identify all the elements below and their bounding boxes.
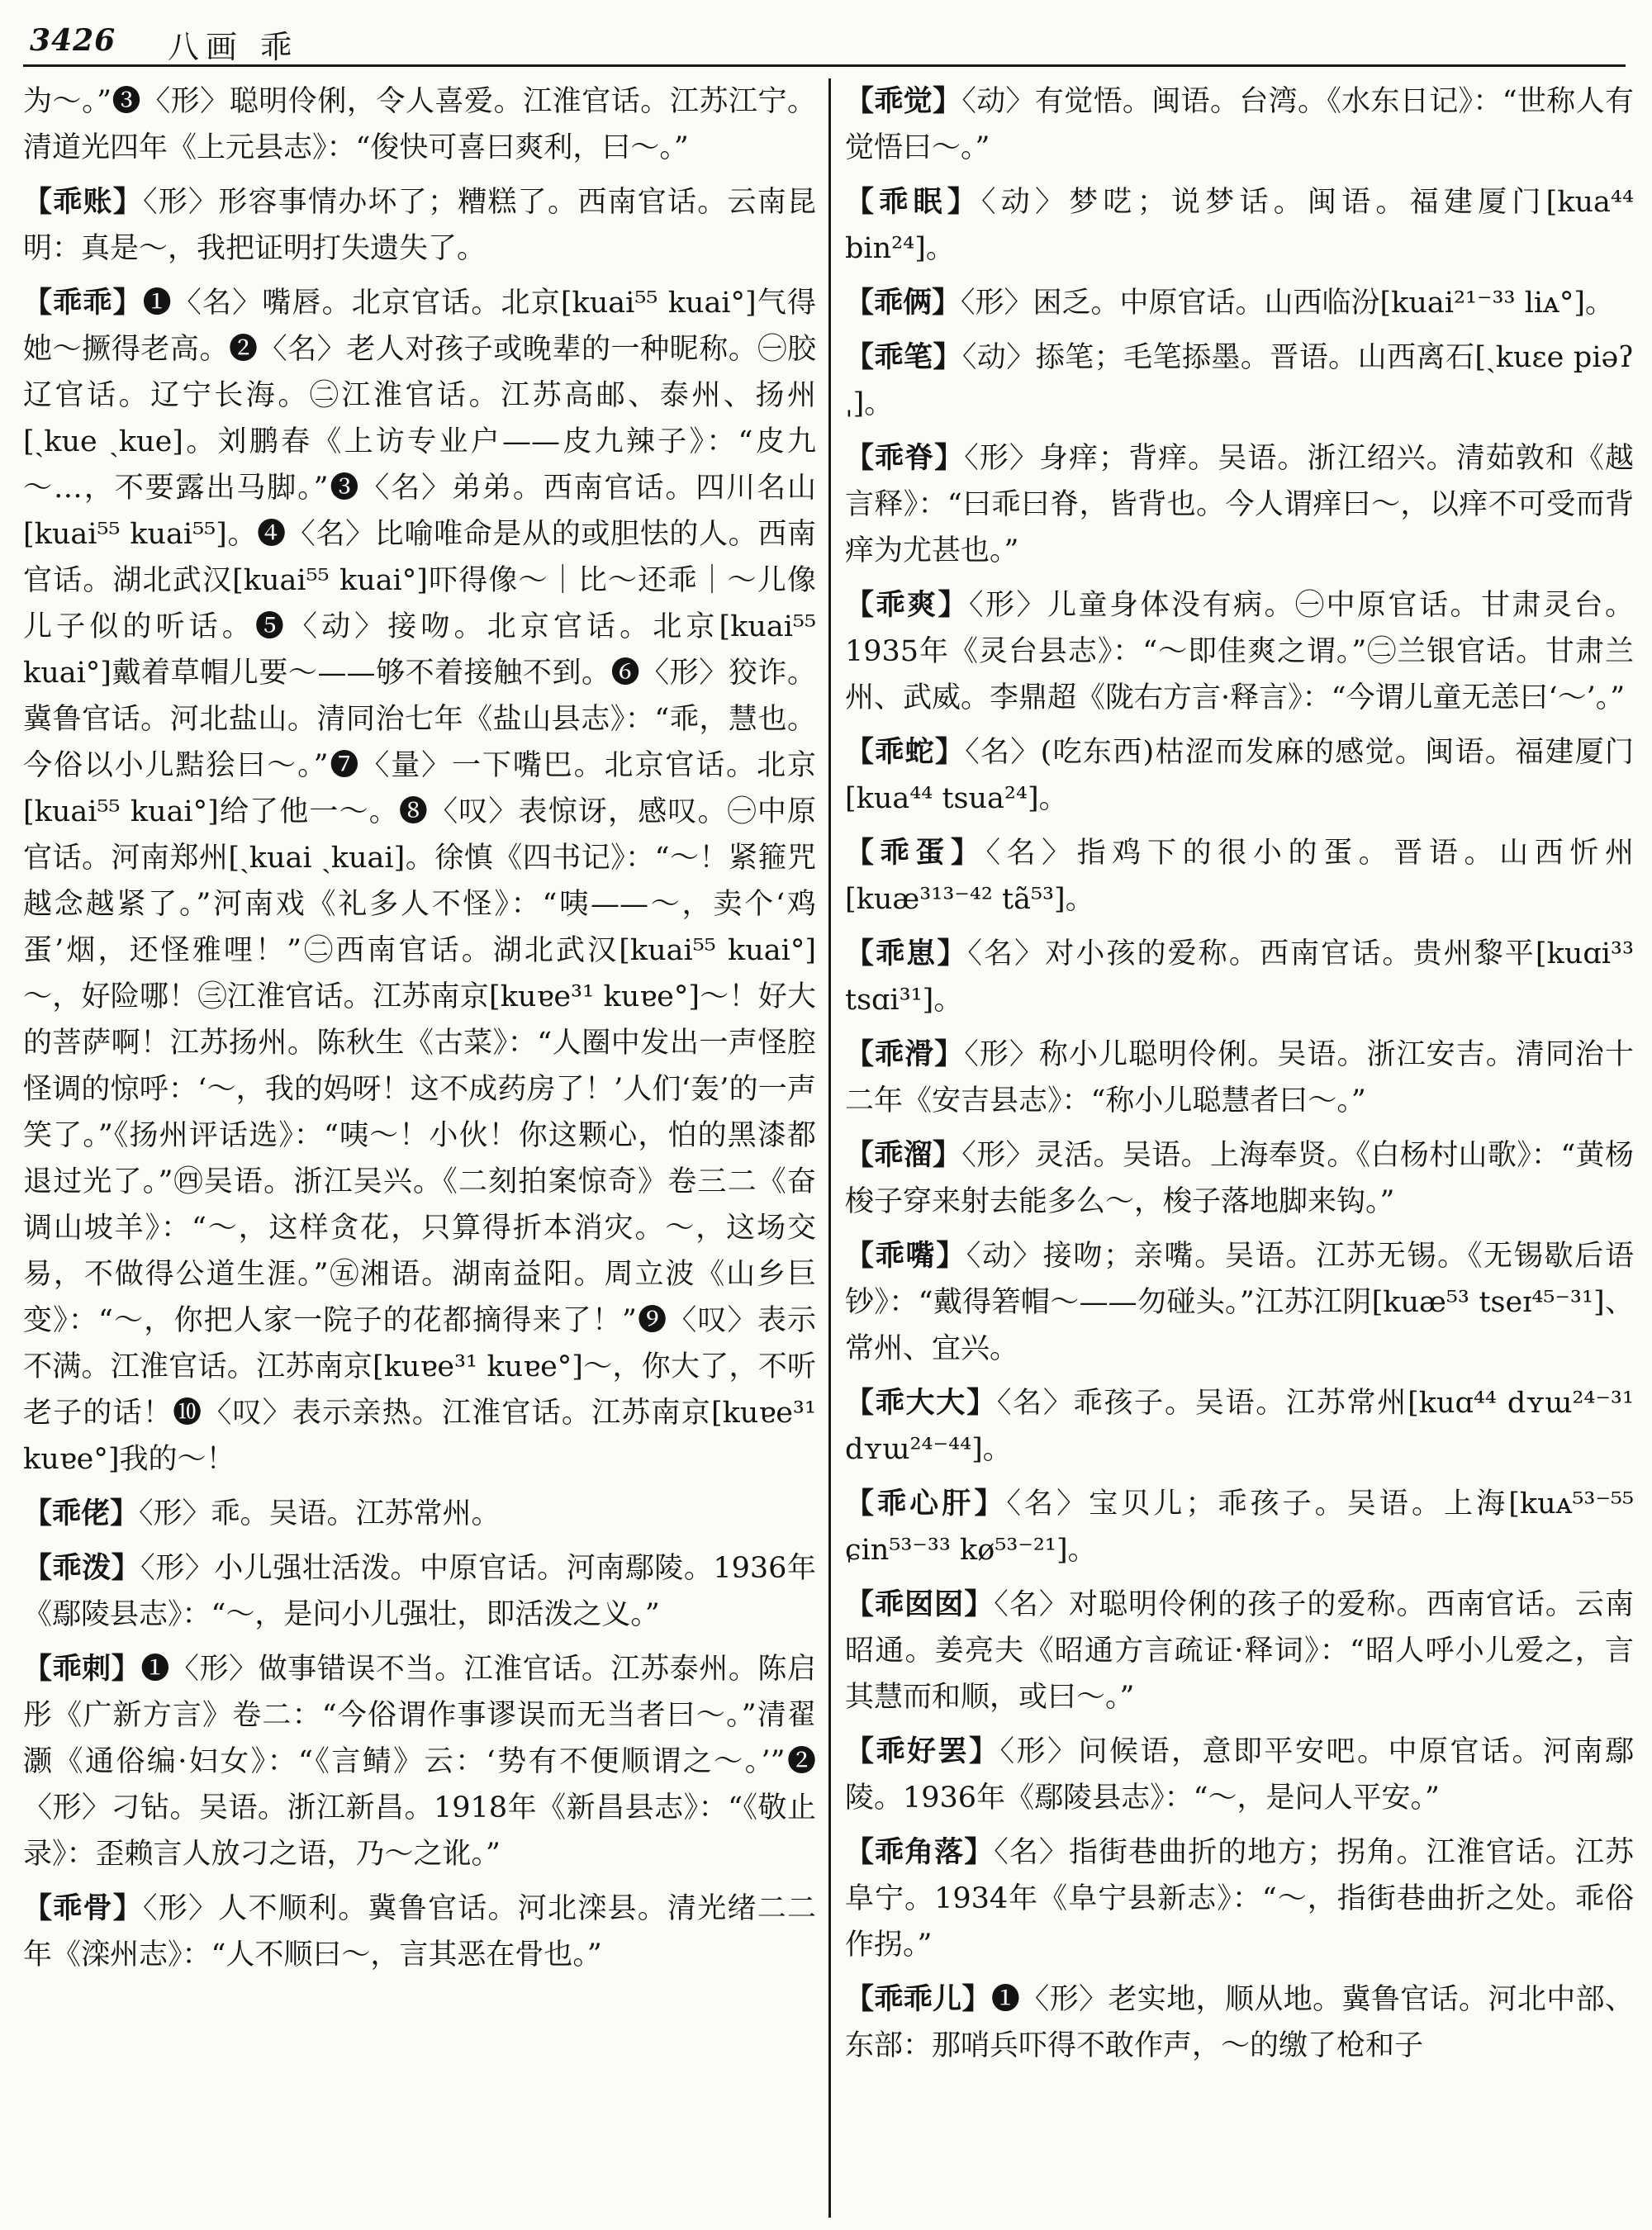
page-number: 3426 bbox=[30, 23, 116, 58]
entry-definition: 〈名〉宝贝儿；乖孩子。吴语。上海[kuᴀ⁵³⁻⁵⁵ ɕin⁵³⁻³³ kø⁵³⁻²¹]。 bbox=[845, 1487, 1634, 1567]
dictionary-entry bbox=[845, 1976, 1634, 2069]
dictionary-entry bbox=[845, 582, 1634, 721]
dictionary-entry bbox=[845, 1032, 1634, 1124]
entry-headword: 【乖心肝】 bbox=[845, 1487, 1007, 1521]
entry-definition: 〈形〉身痒；背痒。吴语。浙江绍兴。清茹敦和《越言释》：“曰乖曰脊，皆背也。今人谓痒曰～，以痒不可受而背痒为尤甚也。” bbox=[845, 442, 1634, 567]
entry-headword: 【乖角落】 bbox=[845, 1835, 995, 1869]
entry-definition: 〈形〉问候语，意即平安吧。中原官话。河南鄢陵。1936年《鄢陵县志》：“～，是问人平安。” bbox=[845, 1735, 1634, 1815]
dictionary-entry bbox=[23, 280, 816, 1483]
entry-headword: 【乖笔】 bbox=[845, 340, 962, 374]
entry-headword: 【乖嘴】 bbox=[845, 1239, 966, 1273]
entry-headword: 【乖乖儿】 bbox=[845, 1982, 991, 2016]
dictionary-entry bbox=[845, 334, 1634, 427]
dictionary-entry bbox=[845, 1132, 1634, 1225]
entry-headword: 【乖佬】 bbox=[23, 1497, 140, 1530]
entry-headword: 【乖崽】 bbox=[845, 937, 968, 970]
left-entries bbox=[23, 179, 816, 1978]
entry-definition: 〈形〉困乏。中原官话。山西临汾[kuai²¹⁻³³ liᴀ°]。 bbox=[961, 287, 1615, 320]
entry-headword: 【乖囡囡】 bbox=[845, 1587, 995, 1621]
running-head: 八画 乖 bbox=[168, 29, 299, 65]
entry-definition: 〈名〉对聪明伶俐的孩子的爱称。西南官话。云南昭通。姜亮夫《昭通方言疏证·释词》：“昭人呼小儿爱之，言其慧而和顺，或曰～。” bbox=[845, 1588, 1634, 1714]
dictionary-entry bbox=[845, 1582, 1634, 1720]
entry-headword: 【乖账】 bbox=[23, 185, 143, 219]
dictionary-entry bbox=[845, 931, 1634, 1023]
entry-headword: 【乖骨】 bbox=[23, 1891, 143, 1925]
dictionary-entry bbox=[845, 280, 1634, 326]
entry-definition: 〈动〉梦呓；说梦话。闽语。福建厦门[kua⁴⁴ bin²⁴]。 bbox=[845, 186, 1634, 265]
dictionary-entry bbox=[845, 435, 1634, 574]
entry-definition: 〈形〉灵活。吴语。上海奉贤。《白杨村山歌》：“黄杨梭子穿来射去能多么～，梭子落地脚来钩。” bbox=[845, 1139, 1634, 1218]
entry-definition: 〈形〉人不顺利。冀鲁官话。河北滦县。清光绪二二年《滦州志》：“人不顺曰～，言其恶在骨也。” bbox=[23, 1892, 816, 1971]
entry-definition: 〈动〉接吻；亲嘴。吴语。江苏无锡。《无锡歇后语钞》：“戴得箬帽～——勿碰头。”江苏江阴[kuæ⁵³ tseɪ⁴⁵⁻³¹]、常州、宜兴。 bbox=[845, 1240, 1634, 1365]
entry-headword: 【乖乖】 bbox=[23, 286, 143, 320]
dictionary-entry bbox=[845, 830, 1634, 923]
dictionary-entry bbox=[23, 1886, 816, 1978]
entry-definition: 〈形〉称小儿聪明伶俐。吴语。浙江安吉。清同治十二年《安吉县志》：“称小儿聪慧者曰～。” bbox=[845, 1038, 1634, 1117]
entry-definition: 〈名〉对小孩的爱称。西南官话。贵州黎平[kuɑi³³ tsɑi³¹]。 bbox=[845, 937, 1634, 1017]
dictionary-entry bbox=[845, 729, 1634, 822]
entry-definition: ❶〈名〉嘴唇。北京官话。北京[kuai⁵⁵ kuai°]气得她～撅得老高。❷〈名〉老人对孩子或晚辈的一种昵称。㊀胶辽官话。辽宁长海。㊁江淮官话。江苏高邮、泰州、扬州[ˏkue ˏkue]。刘鹏春《上访专业户——皮九辣子》：“皮九～…，不要露出马脚。”❸〈名〉弟弟。西南官话。四川名山[kuai⁵⁵ kuai⁵⁵]。❹〈名〉比喻唯命是从的或胆怯的人。西南官话。湖北武汉[kuai⁵⁵ kuai°]吓得像～｜比～还乖｜～儿像儿子似的听话。❺〈动〉接吻。北京官话。北京[kuai⁵⁵ kuai°]戴着草帽儿要～——够不着接触不到。❻〈形〉狡诈。冀鲁官话。河北盐山。清同治七年《盐山县志》：“乖，慧也。今俗以小儿黠狯曰～。”❼〈量〉一下嘴巴。北京官话。北京[kuai⁵⁵ kuai°]给了他一～。❽〈叹〉表惊讶，感叹。㊀中原官话。河南郑州[ˏkuai ˏkuai]。徐慎《四书记》：“～！紧箍咒越念越紧了。”河南戏《礼多人不怪》：“咦——～，卖个‘鸡蛋’烟，还怪雅哩！”㊁西南官话。湖北武汉[kuai⁵⁵ kuai°]～，好险哪！㊂江淮官话。江苏南京[kuɐe³¹ kuɐe°]～！好大的菩萨啊！江苏扬州。陈秋生《古菜》：“人圈中发出一声怪腔怪调的惊呼：‘～，我的妈呀！这不成药房了！’人们‘轰’的一声笑了。”《扬州评话选》：“咦～！小伙！你这颗心，怕的黑漆都退过光了。”㊃吴语。浙江吴兴。《二刻拍案惊奇》卷三二《奋调山坡羊》：“～，这样贪花，只算得折本消灾。～，这场交易，不做得公道生涯。”㊄湘语。湖南益阳。周立波《山乡巨变》：“～，你把人家一院子的花都摘得来了！”❾〈叹〉表示不满。江淮官话。江苏南京[kuɐe³¹ kuɐe°]～，你大了，不听老子的话！❿〈叹〉表示亲热。江淮官话。江苏南京[kuɐe³¹ kuɐe°]我的～！ bbox=[23, 287, 816, 1476]
entry-headword: 【乖蛋】 bbox=[845, 836, 986, 870]
entry-definition: 〈名〉指鸡下的很小的蛋。晋语。山西忻州[kuæ³¹³⁻⁴² tã⁵³]。 bbox=[845, 837, 1634, 916]
entry-headword: 【乖俩】 bbox=[845, 286, 961, 320]
entry-headword: 【乖大大】 bbox=[845, 1386, 997, 1420]
dictionary-entry bbox=[845, 1829, 1634, 1968]
dictionary-entry bbox=[845, 1233, 1634, 1372]
dictionary-entry bbox=[845, 179, 1634, 272]
dictionary-entry bbox=[845, 78, 1634, 171]
entry-definition: 〈名〉(吃东西)枯涩而发麻的感觉。闽语。福建厦门[kua⁴⁴ tsua²⁴]。 bbox=[845, 736, 1634, 815]
dictionary-entry bbox=[23, 1545, 816, 1638]
dictionary-entry bbox=[845, 1729, 1634, 1821]
entry-headword: 【乖脊】 bbox=[845, 441, 965, 475]
entry-headword: 【乖觉】 bbox=[845, 84, 962, 118]
entry-definition: ❶〈形〉老实地，顺从地。冀鲁官话。河北中部、东部：那哨兵吓得不敢作声，～的缴了枪和子 bbox=[845, 1983, 1634, 2062]
entry-headword: 【乖蛇】 bbox=[845, 735, 966, 769]
dictionary-entry bbox=[23, 179, 816, 272]
dictionary-entry bbox=[23, 1491, 816, 1537]
entry-headword: 【乖刺】 bbox=[23, 1652, 141, 1686]
dictionary-entry bbox=[845, 1481, 1634, 1573]
left-column bbox=[23, 78, 816, 2218]
entry-headword: 【乖溜】 bbox=[845, 1138, 962, 1172]
dictionary-entry bbox=[845, 1380, 1634, 1473]
right-column bbox=[845, 78, 1634, 2218]
entry-headword: 【乖泼】 bbox=[23, 1551, 141, 1585]
entry-definition: 〈动〉掭笔；毛笔掭墨。晋语。山西离石[ˏkuɛe piəʔˌ]。 bbox=[845, 341, 1634, 420]
entry-definition: 〈形〉乖。吴语。江苏常州。 bbox=[139, 1497, 501, 1530]
entry-headword: 【乖好罢】 bbox=[845, 1734, 1000, 1768]
dictionary-entry bbox=[23, 1646, 816, 1877]
page-header bbox=[23, 17, 1626, 67]
entry-definition: 〈名〉乖孩子。吴语。江苏常州[kuɑ⁴⁴ dʏɯ²⁴⁻³¹ dʏɯ²⁴⁻⁴⁴]。 bbox=[845, 1387, 1634, 1466]
entry-definition: 〈形〉小儿强壮活泼。中原官话。河南鄢陵。1936年《鄢陵县志》：“～，是问小儿强壮，即活泼之义。” bbox=[23, 1552, 816, 1631]
entry-headword: 【乖滑】 bbox=[845, 1037, 965, 1071]
entry-definition: 〈形〉形容事情办坏了；糟糕了。西南官话。云南昆明：真是～，我把证明打失遗失了。 bbox=[23, 186, 816, 265]
column-divider bbox=[828, 78, 831, 2218]
entry-definition: 〈动〉有觉悟。闽语。台湾。《水东日记》：“世称人有觉悟曰～。” bbox=[845, 85, 1634, 164]
continuation-text: 为～。”❸〈形〉聪明伶俐，令人喜爱。江淮官话。江苏江宁。清道光四年《上元县志》：“俊快可喜曰爽利，曰～。” bbox=[23, 85, 816, 164]
entry-headword: 【乖爽】 bbox=[845, 588, 969, 622]
entry-definition: 〈形〉儿童身体没有病。㊀中原官话。甘肃灵台。1935年《灵台县志》：“～即佳爽之谓。”㊁兰银官话。甘肃兰州、武威。李鼎超《陇右方言·释言》：“今谓儿童无恙曰‘～’。” bbox=[845, 589, 1634, 714]
entry-definition: ❶〈形〉做事错误不当。江淮官话。江苏泰州。陈启彤《广新方言》卷二：“今俗谓作事谬误而无当者曰～。”清翟灏《通俗编·妇女》：“《言鲭》云：‘势有不便顺谓之～。’”❷〈形〉刁钻。吴语。浙江新昌。1918年《新昌县志》：“《敬止录》：歪赖言人放刁之语，乃～之讹。” bbox=[23, 1653, 816, 1871]
right-entries bbox=[845, 78, 1634, 2069]
entry-headword: 【乖眠】 bbox=[845, 185, 981, 219]
entry-definition: 〈名〉指街巷曲折的地方；拐角。江淮官话。江苏阜宁。1934年《阜宁县新志》：“～，指街巷曲折之处。乖俗作拐。” bbox=[845, 1836, 1634, 1962]
